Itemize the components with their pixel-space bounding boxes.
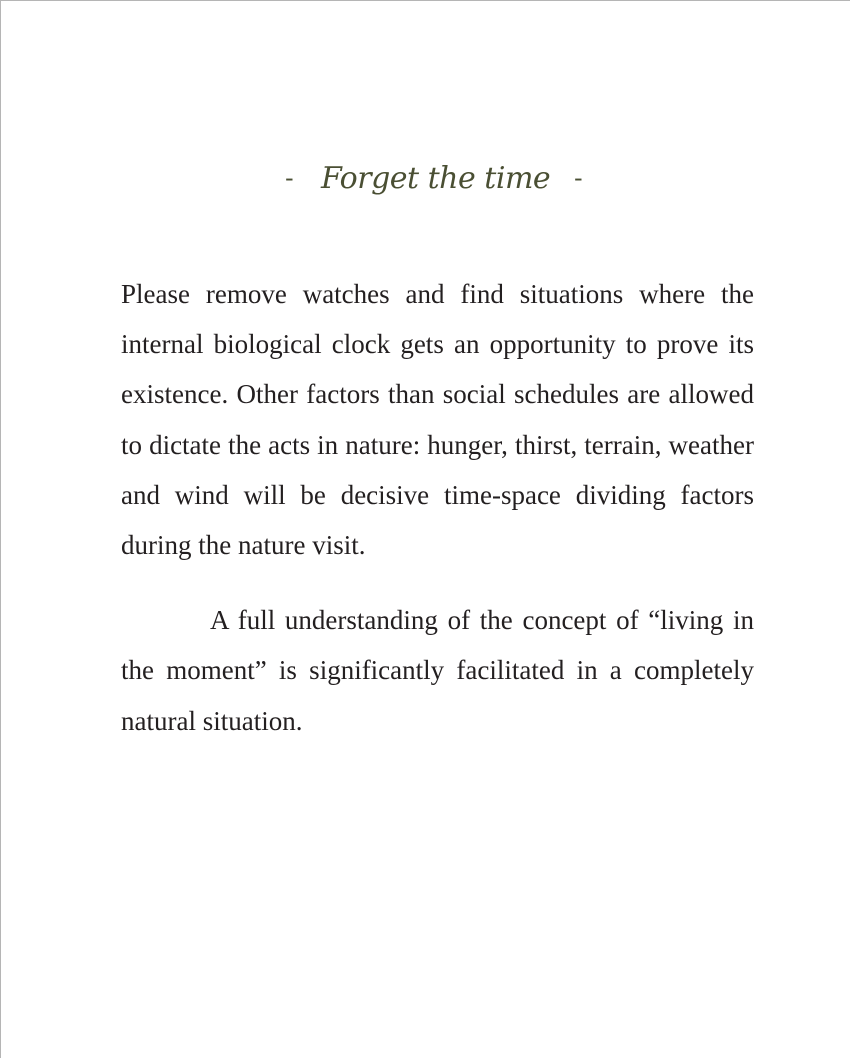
page-title: Forget the time	[321, 161, 551, 196]
title-row	[1, 159, 851, 209]
paragraph-1: Please remove watches and find situations where the internal biological clock gets an opportunity to prove its existence. Other factors than social schedules are allowed to dictate the acts in nature: hunger, thirst, terrain, weather and wind will be decisive time-space dividing factors during the nature visit.	[121, 279, 754, 561]
paragraph-2: A full understanding of the concept of “living in the moment” is significantly facilitated in a completely natural situation.	[121, 605, 754, 736]
title-dash-right: -	[574, 164, 583, 192]
body-text	[121, 269, 754, 746]
title-dash-left: -	[285, 164, 294, 192]
